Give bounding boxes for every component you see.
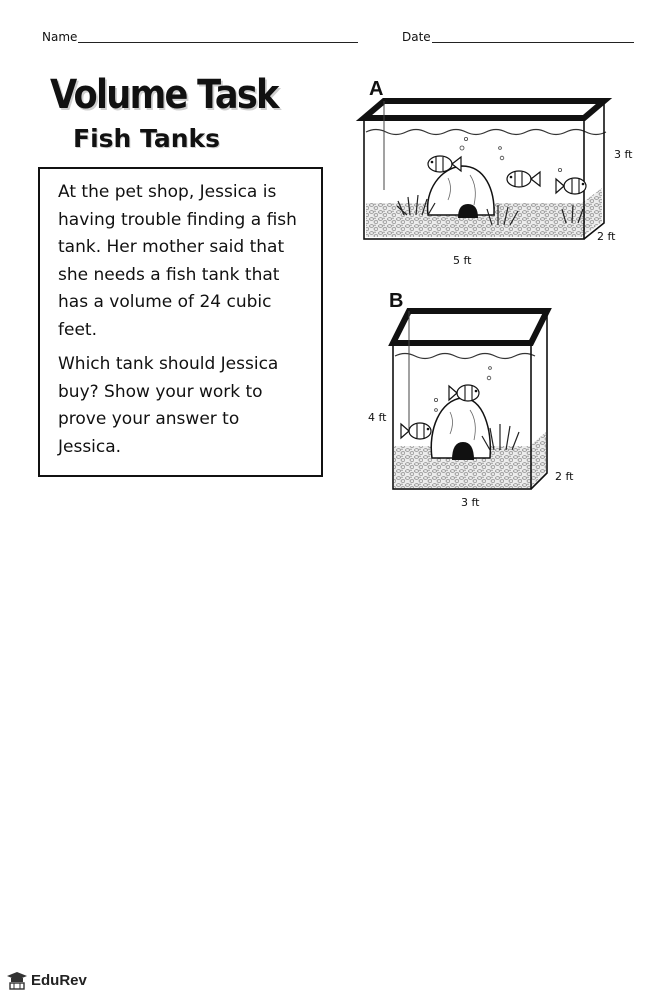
tank-a xyxy=(364,78,633,267)
date-label: Date xyxy=(402,30,431,44)
problem-paragraph-1: At the pet shop, Jessica is having trouble finding a fish tank. Her mother said that she needs a fish tank that has a volume of 24 cubic feet. xyxy=(58,182,297,340)
problem-paragraph-2: Which tank should Jessica buy? Show your work to prove your answer to Jessica. xyxy=(58,354,279,457)
name-label: Name xyxy=(42,30,78,44)
tank-b-label: B xyxy=(389,290,404,312)
graduation-cap-icon xyxy=(6,970,28,990)
tank-b-height-label: 4 ft xyxy=(368,411,387,424)
tank-b-width-label: 2 ft xyxy=(555,470,574,483)
tank-a-width-label: 2 ft xyxy=(597,230,616,243)
tank-b-length-label: 3 ft xyxy=(461,496,480,509)
footer-brand-text: EduRev xyxy=(31,971,87,989)
worksheet-title: Volume Task xyxy=(50,72,278,118)
worksheet-subtitle: Fish Tanks xyxy=(73,124,221,153)
tank-a-length-label: 5 ft xyxy=(453,254,472,267)
footer-brand xyxy=(6,970,87,990)
tank-a-height-label: 3 ft xyxy=(614,148,633,161)
tank-a-label: A xyxy=(369,78,384,100)
tank-b xyxy=(368,290,574,509)
